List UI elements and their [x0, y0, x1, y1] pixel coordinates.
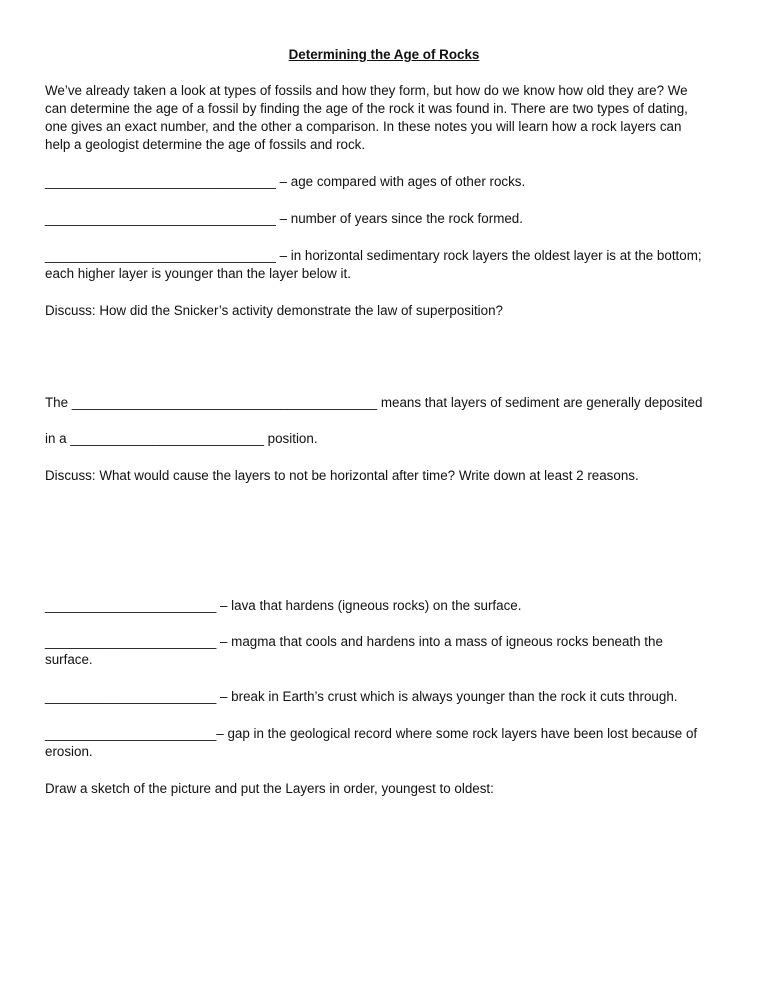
horizontality-line-2: in a __________________________ position.	[45, 431, 318, 446]
definition-absolute-age: _______________________________ – number of years since the rock formed.	[45, 211, 523, 226]
definition-unconformity-line-1: _______________________– gap in the geological record where some rock layers have been lost because of	[45, 726, 698, 741]
definition-superposition-line-2: each higher layer is younger than the layer below it.	[45, 266, 351, 281]
definition-intrusion-line-1: _______________________ – magma that cools and hardens into a mass of igneous rocks beneath the	[45, 634, 663, 649]
worksheet-title: Determining the Age of Rocks	[288, 47, 480, 62]
definition-unconformity-line-2: erosion.	[45, 744, 93, 759]
definition-superposition-line-1: _______________________________ – in horizontal sedimentary rock layers the oldest layer is at the bottom;	[45, 248, 702, 263]
definition-fault: _______________________ – break in Earth’s crust which is always younger than the rock it cuts through.	[45, 689, 678, 704]
horizontality-line-1: The _________________________________________ means that layers of sediment are generally deposited	[45, 395, 703, 410]
definition-extrusion: _______________________ – lava that hardens (igneous rocks) on the surface.	[45, 598, 522, 613]
definition-relative-age: _______________________________ – age compared with ages of other rocks.	[45, 174, 526, 189]
discuss-question-1: Discuss: How did the Snicker’s activity demonstrate the law of superposition?	[45, 303, 503, 318]
discuss-question-2: Discuss: What would cause the layers to not be horizontal after time? Write down at least 2 reasons.	[45, 468, 639, 483]
sketch-prompt: Draw a sketch of the picture and put the Layers in order, youngest to oldest:	[45, 781, 494, 796]
definition-intrusion-line-2: surface.	[45, 652, 93, 667]
intro-line-4: help a geologist determine the age of fossils and rock.	[45, 137, 366, 152]
intro-line-3: one gives an exact number, and the other a comparison. In these notes you will learn how a rock layers can	[45, 119, 682, 134]
intro-line-2: can determine the age of a fossil by finding the age of the rock it was found in. There are two types of dating,	[45, 101, 688, 116]
intro-line-1: We’ve already taken a look at types of fossils and how they form, but how do we know how old they are? We	[45, 83, 688, 98]
